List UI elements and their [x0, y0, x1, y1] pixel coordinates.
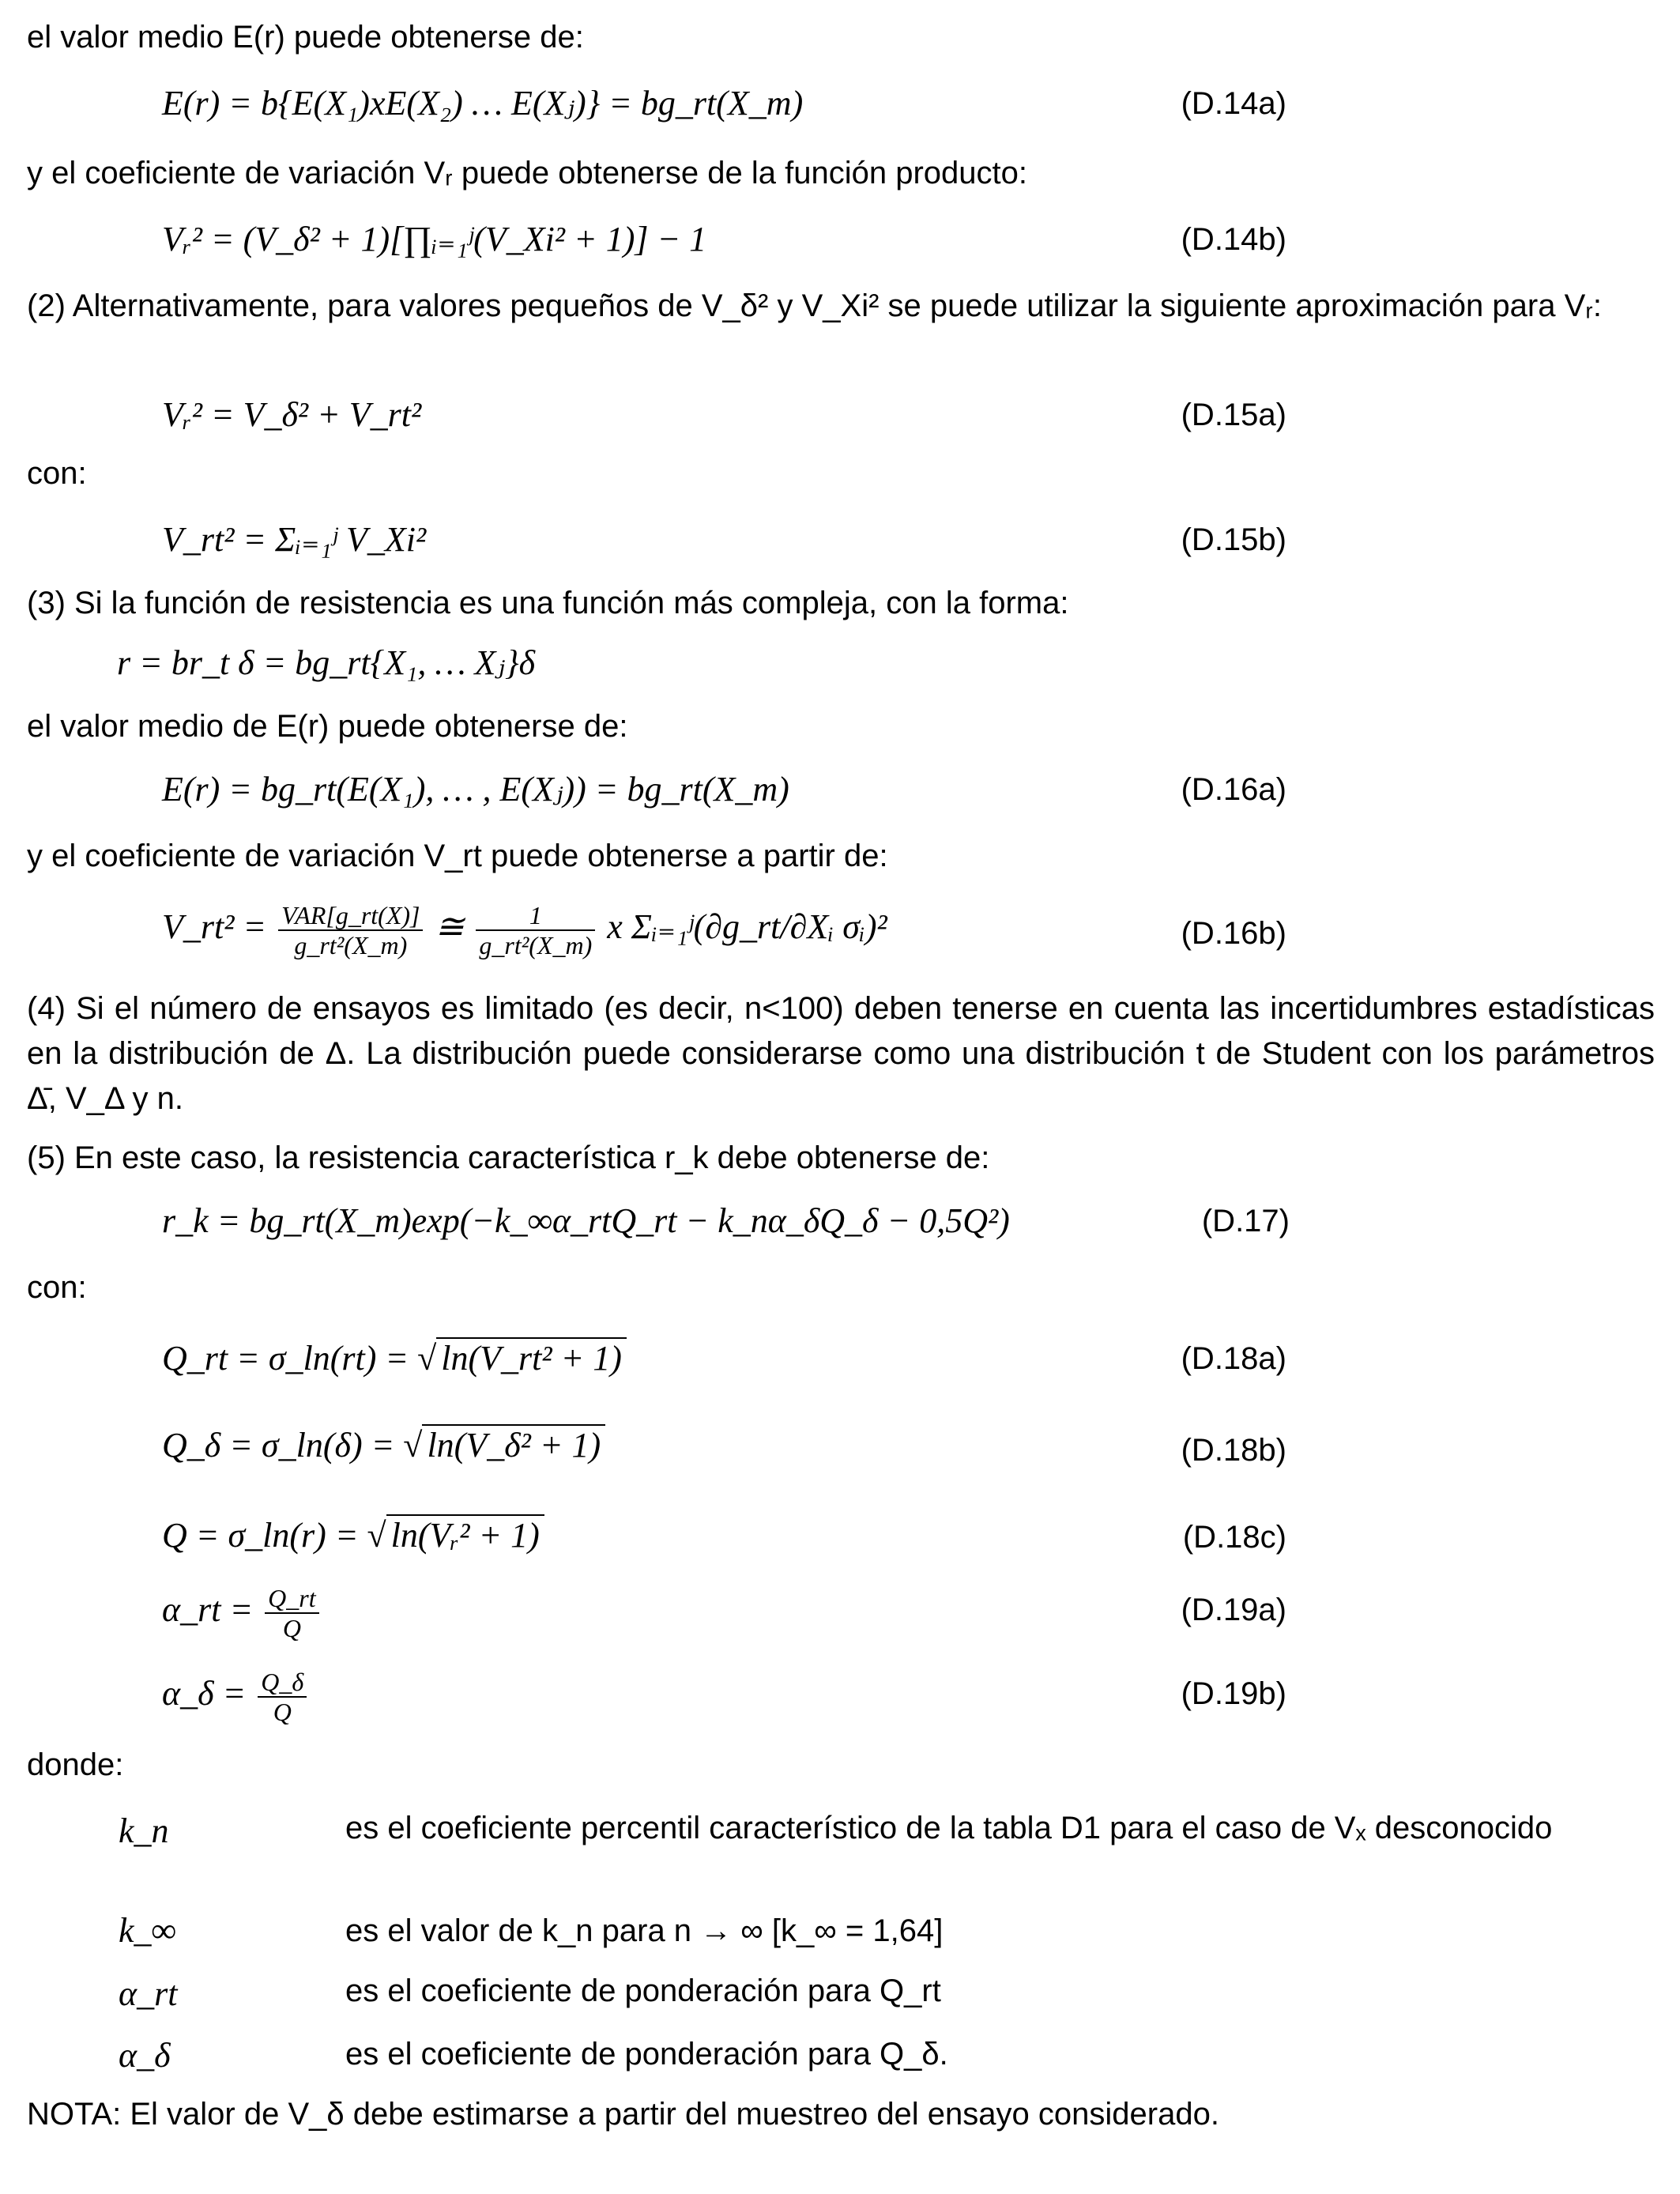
equation-label-d14b: (D.14b) — [1181, 222, 1286, 257]
definition-kn: es el coeficiente percentil característico de la tabla D1 para el caso de Vₓ desconocido — [345, 1811, 1553, 1845]
equation-d19a-lhs: α_rt = — [162, 1590, 254, 1630]
equation-label-d19a: (D.19a) — [1181, 1593, 1286, 1627]
definition-alpha-delta: es el coeficiente de ponderación para Q_δ. — [345, 2037, 948, 2071]
fraction-alpha-rt-denominator: Q — [282, 1614, 301, 1642]
fraction-one — [476, 901, 595, 959]
text-intro-mean: el valor medio E(r) puede obtenerse de: — [27, 20, 584, 55]
equation-d19b — [162, 1668, 310, 1726]
equation-d18c — [162, 1513, 544, 1559]
equation-d16b-rhs: x Σᵢ₌₁ʲ(∂g_rt/∂Xᵢ σᵢ)² — [607, 907, 887, 947]
equation-d18a-radicand: ln(V_rt² + 1) — [436, 1337, 627, 1378]
equation-d18c-lhs: Q = σ_ln(r) = — [162, 1516, 359, 1555]
sqrt-sign: √ — [403, 1426, 423, 1465]
paragraph-4: (4) Si el número de ensayos es limitado (es decir, n<100) deben tenerse en cuenta las incertidumbres estadísticas en la distribución de Δ. La distribución puede considerarse como una distribución t de Student con los parámetros Δ̄, V_Δ y n. — [27, 991, 1655, 1116]
definition-alpha-rt: es el coeficiente de ponderación para Q_rt — [345, 1973, 941, 2008]
equation-label-d18b: (D.18b) — [1181, 1433, 1286, 1468]
equation-d15a: Vᵣ² = V_δ² + V_rt² — [162, 395, 422, 434]
text-donde: donde: — [27, 1747, 124, 1782]
equation-label-d16a: (D.16a) — [1181, 772, 1286, 807]
symbol-kinf: k_∞ — [119, 1911, 176, 1950]
sqrt-sign: √ — [417, 1339, 437, 1378]
equation-d15b: V_rt² = Σᵢ₌₁ʲ V_Xi² — [162, 520, 427, 559]
fraction-alpha-delta — [258, 1668, 307, 1726]
fraction-var-denominator: g_rt²(X_m) — [294, 931, 408, 959]
equation-resistance-form: r = br_t δ = bg_rt{X₁, … Xⱼ}δ — [117, 643, 536, 682]
fraction-alpha-rt — [265, 1584, 318, 1642]
equation-d19a — [162, 1584, 322, 1642]
sqrt-sign: √ — [367, 1516, 386, 1555]
text-intro-mean-2: el valor medio de E(r) puede obtenerse de: — [27, 709, 628, 744]
text-con-2: con: — [27, 1270, 87, 1305]
text-intro-cv-2: y el coeficiente de variación V_rt puede obtenerse a partir de: — [27, 839, 888, 873]
equation-d14b: Vᵣ² = (V_δ² + 1)[∏ᵢ₌₁ʲ(V_Xi² + 1)] − 1 — [162, 220, 707, 258]
fraction-var — [278, 901, 423, 959]
equation-d19b-lhs: α_δ = — [162, 1674, 247, 1713]
equation-d18b-lhs: Q_δ = σ_ln(δ) = — [162, 1426, 395, 1465]
text-con-1: con: — [27, 456, 87, 491]
equation-d18b — [162, 1423, 605, 1468]
equation-label-d19b: (D.19b) — [1181, 1676, 1286, 1711]
equation-d17: r_k = bg_rt(X_m)exp(−k_∞α_rtQ_rt − k_nα_δQ_δ − 0,5Q²) — [162, 1201, 1010, 1240]
equation-d18a-lhs: Q_rt = σ_ln(rt) = — [162, 1339, 409, 1378]
equation-label-d17: (D.17) — [1201, 1204, 1290, 1238]
fraction-alpha-delta-numerator: Q_δ — [258, 1668, 307, 1698]
equation-label-d18a: (D.18a) — [1181, 1341, 1286, 1376]
fraction-alpha-rt-numerator: Q_rt — [265, 1584, 318, 1614]
equation-d18b-radicand: ln(V_δ² + 1) — [422, 1424, 605, 1465]
symbol-kn: k_n — [119, 1811, 169, 1850]
paragraph-2: (2) Alternativamente, para valores pequeños de V_δ² y V_Xi² se puede utilizar la siguiente aproximación para Vᵣ: — [27, 288, 1602, 323]
symbol-alpha-delta: α_δ — [119, 2036, 171, 2075]
equation-d14a: E(r) = b{E(X₁)xE(X₂) … E(Xⱼ)} = bg_rt(X_m) — [162, 84, 804, 123]
note: NOTA: El valor de V_δ debe estimarse a partir del muestreo del ensayo considerado. — [27, 2097, 1219, 2132]
equation-d18a — [162, 1336, 627, 1382]
paragraph-3: (3) Si la función de resistencia es una función más compleja, con la forma: — [27, 586, 1069, 620]
paragraph-5: (5) En este caso, la resistencia característica r_k debe obtenerse de: — [27, 1140, 990, 1175]
equation-label-d18c: (D.18c) — [1182, 1520, 1286, 1555]
fraction-one-denominator: g_rt²(X_m) — [479, 931, 593, 959]
definition-kinf: es el valor de k_n para n → ∞ [k_∞ = 1,64] — [345, 1913, 944, 1948]
equation-d18c-radicand: ln(Vᵣ² + 1) — [386, 1514, 544, 1555]
equation-d16a: E(r) = bg_rt(E(X₁), … , E(Xⱼ)) = bg_rt(X_m) — [162, 770, 789, 809]
equation-d16b-lhs: V_rt² = — [162, 907, 267, 947]
equation-label-d16b: (D.16b) — [1181, 916, 1286, 951]
equation-label-d15a: (D.15a) — [1181, 398, 1286, 432]
equation-d16b — [162, 901, 887, 959]
text-intro-cv: y el coeficiente de variación Vᵣ puede obtenerse de la función producto: — [27, 156, 1027, 190]
equation-label-d14a: (D.14a) — [1181, 86, 1286, 121]
fraction-one-numerator: 1 — [476, 901, 595, 931]
symbol-alpha-rt: α_rt — [119, 1974, 178, 2013]
equation-label-d15b: (D.15b) — [1181, 522, 1286, 557]
fraction-var-numerator: VAR[g_rt(X)] — [278, 901, 423, 931]
approx-sign: ≅ — [435, 907, 465, 947]
fraction-alpha-delta-denominator: Q — [273, 1698, 292, 1726]
